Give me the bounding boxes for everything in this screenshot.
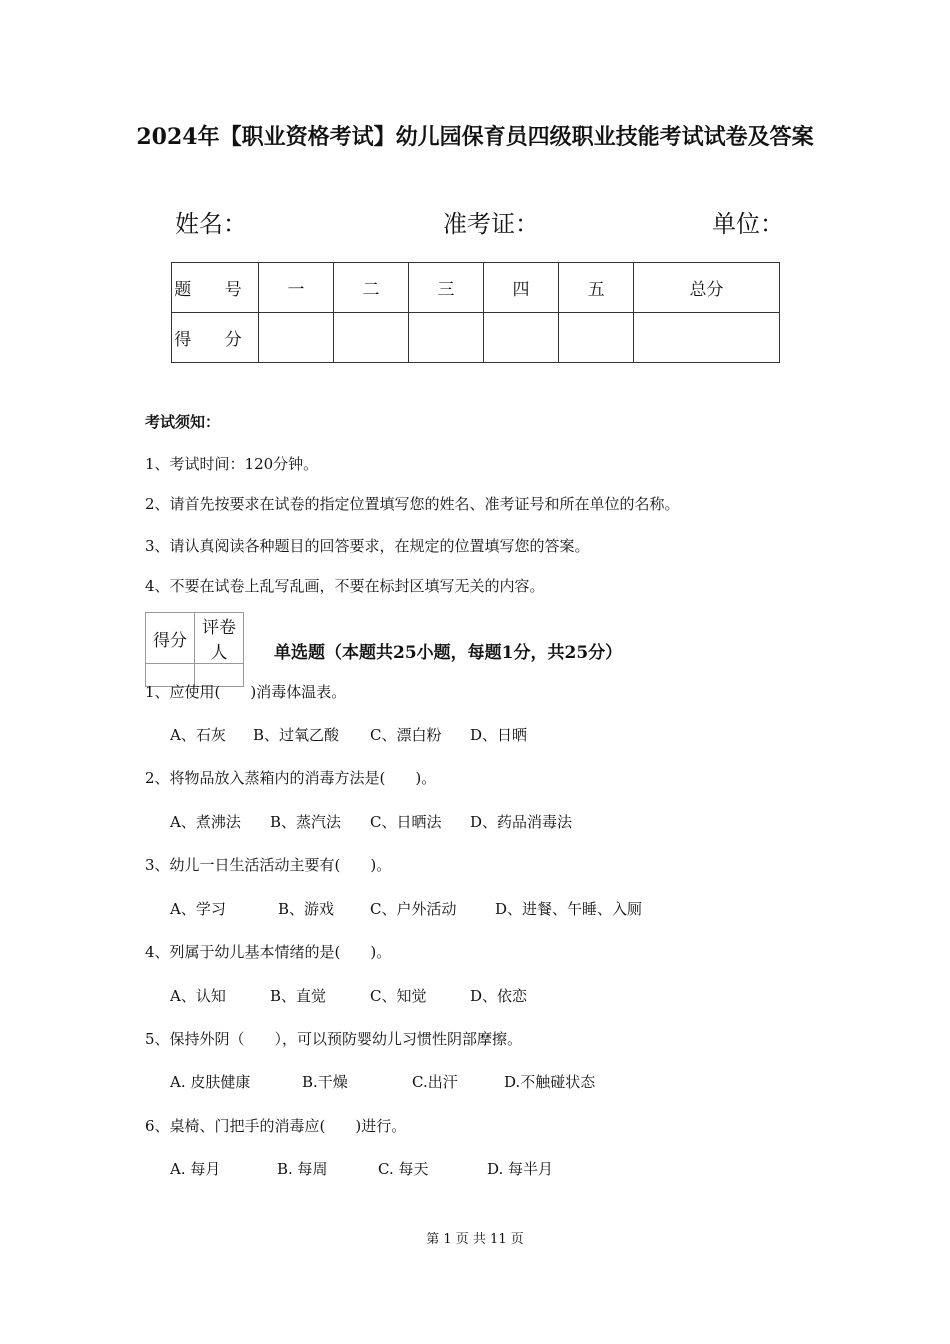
question-text: 2、将物品放入蒸箱内的消毒方法是( )。 bbox=[145, 769, 437, 787]
section-title: 单选题（本题共25小题，每题1分，共25分） bbox=[274, 643, 623, 663]
option-d[interactable]: D、进餐、午睡、入厕 bbox=[495, 900, 643, 918]
option-a[interactable]: A、学习 bbox=[170, 900, 226, 918]
option-b[interactable]: B、直觉 bbox=[270, 987, 327, 1005]
candidate-info-row bbox=[0, 200, 950, 240]
option-a[interactable]: A、石灰 bbox=[170, 726, 226, 744]
section-4-header: 四 bbox=[484, 263, 559, 313]
score-table-score-row bbox=[172, 313, 780, 363]
grader-score-label: 得分 bbox=[146, 613, 195, 664]
score-table-header-row bbox=[172, 263, 780, 313]
option-c[interactable]: C.出汗 bbox=[412, 1073, 458, 1091]
option-a[interactable]: A、煮沸法 bbox=[170, 813, 241, 831]
option-b[interactable]: B.干燥 bbox=[302, 1073, 348, 1091]
section-2-header: 二 bbox=[334, 263, 409, 313]
exam-number-label: 准考证： bbox=[443, 210, 539, 238]
option-b[interactable]: B、蒸汽法 bbox=[270, 813, 342, 831]
page-footer: 第 1 页 共 11 页 bbox=[426, 1232, 524, 1247]
option-b[interactable]: B、游戏 bbox=[278, 900, 335, 918]
option-d[interactable]: D. 每半月 bbox=[487, 1160, 554, 1178]
notice-item: 1、考试时间：120分钟。 bbox=[145, 455, 319, 473]
option-d[interactable]: D、日晒 bbox=[470, 726, 528, 744]
option-c[interactable]: C、户外活动 bbox=[370, 900, 457, 918]
notice-item: 4、不要在试卷上乱写乱画，不要在标封区填写无关的内容。 bbox=[145, 577, 545, 595]
total-score-cell[interactable] bbox=[634, 313, 780, 363]
notice-item: 2、请首先按要求在试卷的指定位置填写您的姓名、准考证号和所在单位的名称。 bbox=[145, 495, 680, 513]
option-d[interactable]: D、依恋 bbox=[470, 987, 528, 1005]
notice-title: 考试须知： bbox=[145, 413, 221, 431]
question-text: 5、保持外阴（ ），可以预防婴幼儿习惯性阴部摩擦。 bbox=[145, 1030, 523, 1048]
option-b[interactable]: B、过氧乙酸 bbox=[253, 726, 340, 744]
section-5-header: 五 bbox=[559, 263, 634, 313]
option-c[interactable]: C、日晒法 bbox=[370, 813, 442, 831]
exam-title: 2024年【职业资格考试】幼儿园保育员四级职业技能考试试卷及答案 bbox=[136, 124, 814, 150]
option-a[interactable]: A. 皮肤健康 bbox=[170, 1073, 251, 1091]
question-text: 4、列属于幼儿基本情绪的是( )。 bbox=[145, 943, 392, 961]
grader-reviewer-label: 评卷人 bbox=[195, 613, 244, 664]
score-cell[interactable] bbox=[259, 313, 334, 363]
score-cell[interactable] bbox=[409, 313, 484, 363]
name-label: 姓名： bbox=[175, 210, 247, 238]
section-1-header: 一 bbox=[259, 263, 334, 313]
option-a[interactable]: A. 每月 bbox=[170, 1160, 221, 1178]
option-c[interactable]: C. 每天 bbox=[378, 1160, 429, 1178]
unit-label: 单位： bbox=[712, 210, 784, 238]
score-cell[interactable] bbox=[334, 313, 409, 363]
option-c[interactable]: C、漂白粉 bbox=[370, 726, 442, 744]
question-number-header: 题 号 bbox=[172, 263, 259, 313]
question-text: 1、应使用( )消毒体温表。 bbox=[145, 683, 347, 701]
option-a[interactable]: A、认知 bbox=[170, 987, 226, 1005]
section-3-header: 三 bbox=[409, 263, 484, 313]
score-table bbox=[171, 262, 780, 363]
score-row-label: 得 分 bbox=[172, 313, 259, 363]
question-text: 6、桌椅、门把手的消毒应( )进行。 bbox=[145, 1117, 407, 1135]
total-header: 总分 bbox=[634, 263, 780, 313]
option-b[interactable]: B. 每周 bbox=[277, 1160, 328, 1178]
option-d[interactable]: D、药品消毒法 bbox=[470, 813, 573, 831]
score-cell[interactable] bbox=[484, 313, 559, 363]
notice-item: 3、请认真阅读各种题目的回答要求，在规定的位置填写您的答案。 bbox=[145, 537, 590, 555]
question-text: 3、幼儿一日生活活动主要有( )。 bbox=[145, 856, 392, 874]
grader-box bbox=[145, 612, 244, 687]
option-c[interactable]: C、知觉 bbox=[370, 987, 427, 1005]
score-cell[interactable] bbox=[559, 313, 634, 363]
option-d[interactable]: D.不触碰状态 bbox=[504, 1073, 596, 1091]
